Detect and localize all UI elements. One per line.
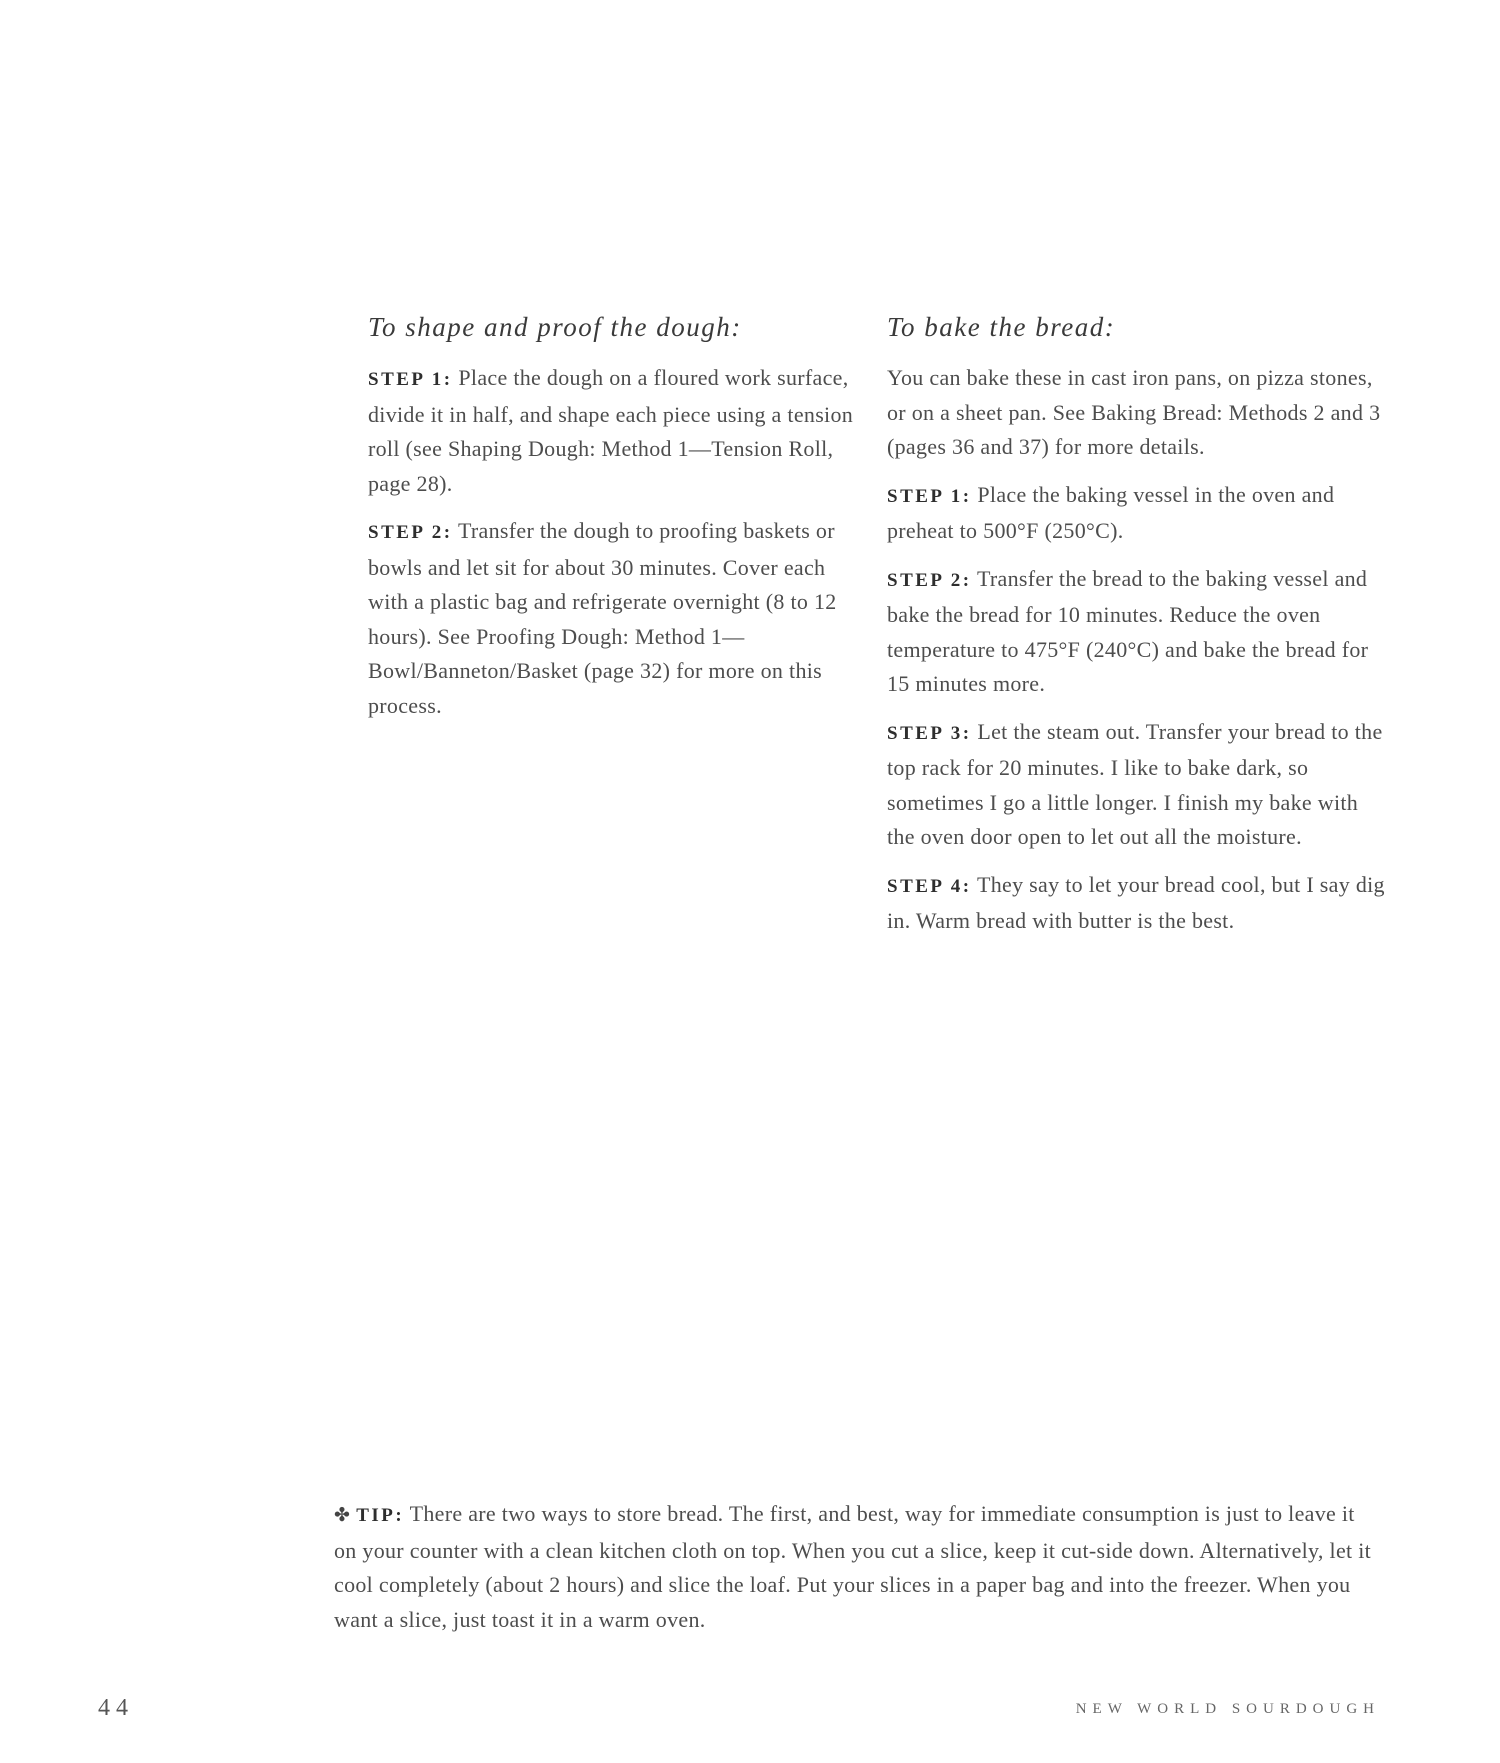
pinwheel-icon: ✤ bbox=[334, 1505, 351, 1526]
step-paragraph bbox=[368, 514, 858, 723]
step-paragraph bbox=[887, 868, 1387, 939]
running-footer-title: NEW WORLD SOURDOUGH bbox=[1075, 1701, 1380, 1717]
step-label: STEP 4: bbox=[887, 875, 972, 897]
step-label: STEP 1: bbox=[887, 485, 972, 507]
step-label: STEP 1: bbox=[368, 369, 453, 390]
step-paragraph bbox=[368, 361, 858, 501]
step-paragraph bbox=[887, 478, 1387, 549]
step-label: STEP 3: bbox=[887, 722, 972, 744]
intro-paragraph: You can bake these in cast iron pans, on pizza stones, or on a sheet pan. See Baking Bread: Methods 2 and 3 (pages 36 and 37) for more details. bbox=[887, 365, 1381, 459]
tip-text: There are two ways to store bread. The first, and best, way for immediate consumption is just to leave it on your counter with a clean kitchen cloth on top. When you cut a slice, keep it cut-side down. Alternatively, let it cool completely (about 2 hours) and slice the loaf. Put your slices in a paper bag and into the freezer. When you want a slice, just toast it in a warm oven. bbox=[334, 1501, 1372, 1632]
step-paragraph bbox=[887, 715, 1387, 855]
section-heading: To bake the bread: bbox=[887, 312, 1116, 342]
step-text: Let the steam out. Transfer your bread to the top rack for 20 minutes. I like to bake dark, so sometimes I go a little longer. I finish my bake with the oven door open to let out all the moisture. bbox=[887, 718, 1383, 849]
step-label: STEP 2: bbox=[887, 569, 972, 591]
step-text: Place the baking vessel in the oven and preheat to 500°F (250°C). bbox=[887, 481, 1335, 543]
page-number: 44 bbox=[98, 1695, 134, 1721]
step-label: STEP 2: bbox=[368, 522, 453, 543]
step-text: Transfer the dough to proofing baskets or bowls and let sit for about 30 minutes. Cover each with a plastic bag and refrigerate overnight (8 to 12 hours). See Proofing Dough: Method 1—Bowl/Banneton/Basket (page 32) for more on this process. bbox=[368, 518, 837, 718]
section-heading: To shape and proof the dough: bbox=[368, 312, 742, 342]
bake-section bbox=[887, 312, 1387, 952]
step-paragraph bbox=[887, 562, 1387, 702]
step-text: Place the dough on a floured work surface, divide it in half, and shape each piece using a tension roll (see Shaping Dough: Method 1—Tension Roll, page 28). bbox=[368, 365, 854, 496]
tip-label: TIP: bbox=[356, 1505, 405, 1526]
step-text: Transfer the bread to the baking vessel and bake the bread for 10 minutes. Reduce the oven temperature to 475°F (240°C) and bake the bread for 15 minutes more. bbox=[887, 565, 1369, 696]
step-text: They say to let your bread cool, but I say dig in. Warm bread with butter is the best. bbox=[887, 871, 1385, 933]
tip-box bbox=[334, 1497, 1379, 1637]
shape-proof-section bbox=[368, 312, 858, 736]
